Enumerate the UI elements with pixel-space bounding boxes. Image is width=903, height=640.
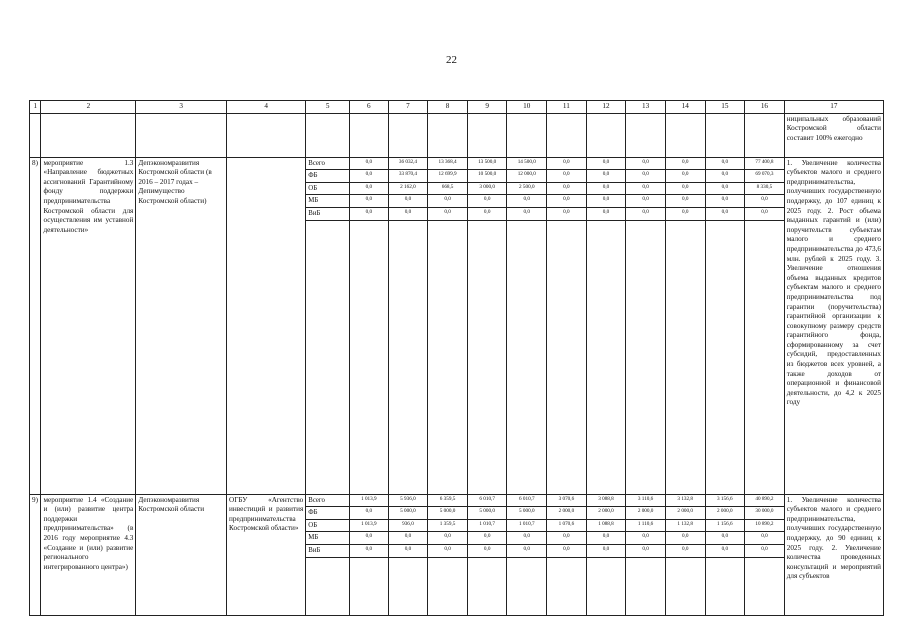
program-table xyxy=(29,100,884,616)
value-cell: 0,0 xyxy=(665,182,705,195)
header-col-6: 6 xyxy=(350,101,389,114)
value-cell: 0,0 xyxy=(507,195,547,208)
table-row xyxy=(30,157,884,170)
value-cell: 0,0 xyxy=(665,157,705,170)
value-cell: 0,0 xyxy=(705,170,745,183)
value-cell: 13 500,0 xyxy=(467,157,507,170)
value-cell: 0,0 xyxy=(467,195,507,208)
value-cell: 0,0 xyxy=(626,532,666,545)
value-cell: 1 013,9 xyxy=(350,519,389,532)
header-col-9: 9 xyxy=(467,101,507,114)
value-cell: 5 000,0 xyxy=(467,507,507,520)
value-cell: 0,0 xyxy=(507,207,547,220)
value-cell: 0,0 xyxy=(350,544,389,557)
value-cell: 1 359,5 xyxy=(428,519,468,532)
value-cell: 6 010,7 xyxy=(507,494,547,507)
value-cell: 0,0 xyxy=(626,195,666,208)
value-cell: 3 088,8 xyxy=(586,494,626,507)
value-cell: 0,0 xyxy=(665,207,705,220)
value-cell: 8 330,5 xyxy=(745,182,785,195)
value-cell: 0,0 xyxy=(350,207,389,220)
row-number: 8) xyxy=(30,157,41,494)
value-cell: 33 870,4 xyxy=(388,170,428,183)
source-label: ФБ xyxy=(306,507,350,520)
value-cell: 5 000,0 xyxy=(428,507,468,520)
value-cell: 0,0 xyxy=(428,544,468,557)
value-cell: 0,0 xyxy=(745,207,785,220)
value-cell: 30 000,0 xyxy=(745,507,785,520)
value-cell: 0,0 xyxy=(467,544,507,557)
value-cell: 0,0 xyxy=(586,207,626,220)
continuation-result: ниципальных образований Костромской области составит 100% ежегодно xyxy=(784,113,883,157)
source-label: Всего xyxy=(306,494,350,507)
table-row xyxy=(30,494,884,507)
value-cell: 0,0 xyxy=(388,195,428,208)
value-cell: 0,0 xyxy=(350,157,389,170)
header-col-16: 16 xyxy=(745,101,785,114)
executor: Депэкономразвития Костромской области (в 2016 – 2017 годах – Депимущество Костромской области) xyxy=(136,157,227,494)
value-cell: 0,0 xyxy=(745,544,785,557)
value-cell: 0,0 xyxy=(350,507,389,520)
source-label: МБ xyxy=(306,195,350,208)
value-cell: 1 010,7 xyxy=(507,519,547,532)
value-cell: 0,0 xyxy=(586,170,626,183)
value-cell: 1 013,9 xyxy=(350,494,389,507)
value-cell: 5 000,0 xyxy=(388,507,428,520)
header-col-13: 13 xyxy=(626,101,666,114)
participant: ОГБУ «Агентство инвестиций и развития предпринимательства Костромской области» xyxy=(227,494,306,615)
value-cell: 0,0 xyxy=(586,182,626,195)
participant xyxy=(227,157,306,494)
value-cell: 0,0 xyxy=(428,207,468,220)
value-cell: 2 000,0 xyxy=(665,507,705,520)
value-cell: 0,0 xyxy=(745,195,785,208)
source-label: Всего xyxy=(306,157,350,170)
source-label: ОБ xyxy=(306,182,350,195)
value-cell: 1 132,8 xyxy=(665,519,705,532)
value-cell: 0,0 xyxy=(745,532,785,545)
value-cell: 5 936,0 xyxy=(388,494,428,507)
event-name: мероприятие 1.3 «Направление бюджетных ассигнований Гарантийному фонду поддержки предпринимательства Костромской области для осуществления им уставной деятельности» xyxy=(41,157,136,494)
row-number: 9) xyxy=(30,494,41,615)
value-cell: 0,0 xyxy=(547,544,587,557)
value-cell: 0,0 xyxy=(705,182,745,195)
value-cell: 2 000,0 xyxy=(626,507,666,520)
value-cell: 0,0 xyxy=(428,195,468,208)
header-col-2: 2 xyxy=(41,101,136,114)
header-col-15: 15 xyxy=(705,101,745,114)
value-cell: 0,0 xyxy=(547,195,587,208)
header-col-17: 17 xyxy=(784,101,883,114)
value-cell: 2 000,0 xyxy=(547,507,587,520)
source-label: МБ xyxy=(306,532,350,545)
header-row xyxy=(30,101,884,114)
header-col-7: 7 xyxy=(388,101,428,114)
header-col-11: 11 xyxy=(547,101,587,114)
value-cell: 0,0 xyxy=(388,207,428,220)
value-cell: 936,0 xyxy=(388,519,428,532)
value-cell: 3 070,6 xyxy=(547,494,587,507)
value-cell: 13 368,4 xyxy=(428,157,468,170)
expected-result: 1. Увеличение количества субъектов малого и среднего предпринимательства, получивших государственную поддержку, до 90 единиц к 2025 году. 2. Увеличение количества проведенных консультаций и мероприятий для субъектов xyxy=(784,494,883,615)
value-cell: 1 156,6 xyxy=(705,519,745,532)
value-cell: 3 110,6 xyxy=(626,494,666,507)
value-cell: 0,0 xyxy=(626,182,666,195)
value-cell: 0,0 xyxy=(705,207,745,220)
event-name: мероприятие 1.4 «Создание и (или) развитие центра поддержки предпринимательства» (в 2016 году мероприятие 4.3 «Создание и (или) развитие регионального интегрированного центра») xyxy=(41,494,136,615)
value-cell: 40 890,2 xyxy=(745,494,785,507)
value-cell: 10 890,2 xyxy=(745,519,785,532)
value-cell: 12 699,9 xyxy=(428,170,468,183)
value-cell: 3 132,8 xyxy=(665,494,705,507)
value-cell: 14 500,0 xyxy=(507,157,547,170)
value-cell: 0,0 xyxy=(626,170,666,183)
value-cell: 1 088,8 xyxy=(586,519,626,532)
value-cell: 2 000,0 xyxy=(705,507,745,520)
source-label: ОБ xyxy=(306,519,350,532)
value-cell: 0,0 xyxy=(665,195,705,208)
source-label: ВиБ xyxy=(306,544,350,557)
value-cell: 77 400,8 xyxy=(745,157,785,170)
value-cell: 668,5 xyxy=(428,182,468,195)
value-cell: 12 000,0 xyxy=(507,170,547,183)
value-cell: 6 010,7 xyxy=(467,494,507,507)
value-cell: 1 110,6 xyxy=(626,519,666,532)
value-cell: 0,0 xyxy=(586,157,626,170)
value-cell: 0,0 xyxy=(665,544,705,557)
value-cell: 0,0 xyxy=(705,532,745,545)
value-cell: 0,0 xyxy=(467,532,507,545)
value-cell: 5 000,0 xyxy=(507,507,547,520)
header-col-14: 14 xyxy=(665,101,705,114)
value-cell: 0,0 xyxy=(626,207,666,220)
value-cell: 10 500,0 xyxy=(467,170,507,183)
source-label: ВиБ xyxy=(306,207,350,220)
value-cell: 0,0 xyxy=(586,195,626,208)
value-cell: 0,0 xyxy=(586,532,626,545)
value-cell: 0,0 xyxy=(428,532,468,545)
value-cell: 0,0 xyxy=(350,182,389,195)
value-cell: 0,0 xyxy=(350,532,389,545)
value-cell: 0,0 xyxy=(626,157,666,170)
value-cell: 0,0 xyxy=(507,532,547,545)
value-cell: 0,0 xyxy=(547,157,587,170)
continuation-row xyxy=(30,113,884,157)
header-col-10: 10 xyxy=(507,101,547,114)
value-cell: 0,0 xyxy=(626,544,666,557)
expected-result: 1. Увеличение количества субъектов малого и среднего предпринимательства, получивших государственную поддержку, до 107 единиц к 2025 году. 2. Рост объема выданных гарантий и (или) поручительств субъектам малого и среднего предпринимательства до 473,6 млн. рублей к 2025 году. 3. Увеличение отношения объема выданных кредитов субъектам малого и среднего предпринимательства под гарантии (поручительства) гарантийной организации к совокупному размеру средств гарантийного фонда, сформированному за счет субсидий, предоставленных из бюджетов всех уровней, а также доходов от операционной и финансовой деятельности, до 4,2 к 2025 году xyxy=(784,157,883,494)
value-cell: 0,0 xyxy=(507,544,547,557)
value-cell: 0,0 xyxy=(388,544,428,557)
value-cell: 0,0 xyxy=(547,532,587,545)
page-number: 22 xyxy=(446,54,457,66)
value-cell: 69 070,3 xyxy=(745,170,785,183)
value-cell: 0,0 xyxy=(705,544,745,557)
value-cell: 0,0 xyxy=(665,170,705,183)
source-label: ФБ xyxy=(306,170,350,183)
value-cell: 0,0 xyxy=(350,195,389,208)
header-col-8: 8 xyxy=(428,101,468,114)
value-cell: 6 359,5 xyxy=(428,494,468,507)
value-cell: 0,0 xyxy=(547,207,587,220)
value-cell: 0,0 xyxy=(705,157,745,170)
value-cell: 0,0 xyxy=(586,544,626,557)
value-cell: 0,0 xyxy=(665,532,705,545)
value-cell: 2 162,0 xyxy=(388,182,428,195)
value-cell: 36 032,4 xyxy=(388,157,428,170)
value-cell: 0,0 xyxy=(388,532,428,545)
header-col-5: 5 xyxy=(306,101,350,114)
header-col-1: 1 xyxy=(30,101,41,114)
value-cell: 1 010,7 xyxy=(467,519,507,532)
header-col-3: 3 xyxy=(136,101,227,114)
value-cell: 2 500,0 xyxy=(507,182,547,195)
value-cell: 3 156,6 xyxy=(705,494,745,507)
header-col-12: 12 xyxy=(586,101,626,114)
value-cell: 0,0 xyxy=(705,195,745,208)
value-cell: 0,0 xyxy=(547,170,587,183)
value-cell: 0,0 xyxy=(467,207,507,220)
header-col-4: 4 xyxy=(227,101,306,114)
executor: Депэкономразвития Костромской области xyxy=(136,494,227,615)
value-cell: 0,0 xyxy=(547,182,587,195)
value-cell: 2 000,0 xyxy=(586,507,626,520)
value-cell: 3 000,0 xyxy=(467,182,507,195)
value-cell: 1 070,6 xyxy=(547,519,587,532)
value-cell: 0,0 xyxy=(350,170,389,183)
